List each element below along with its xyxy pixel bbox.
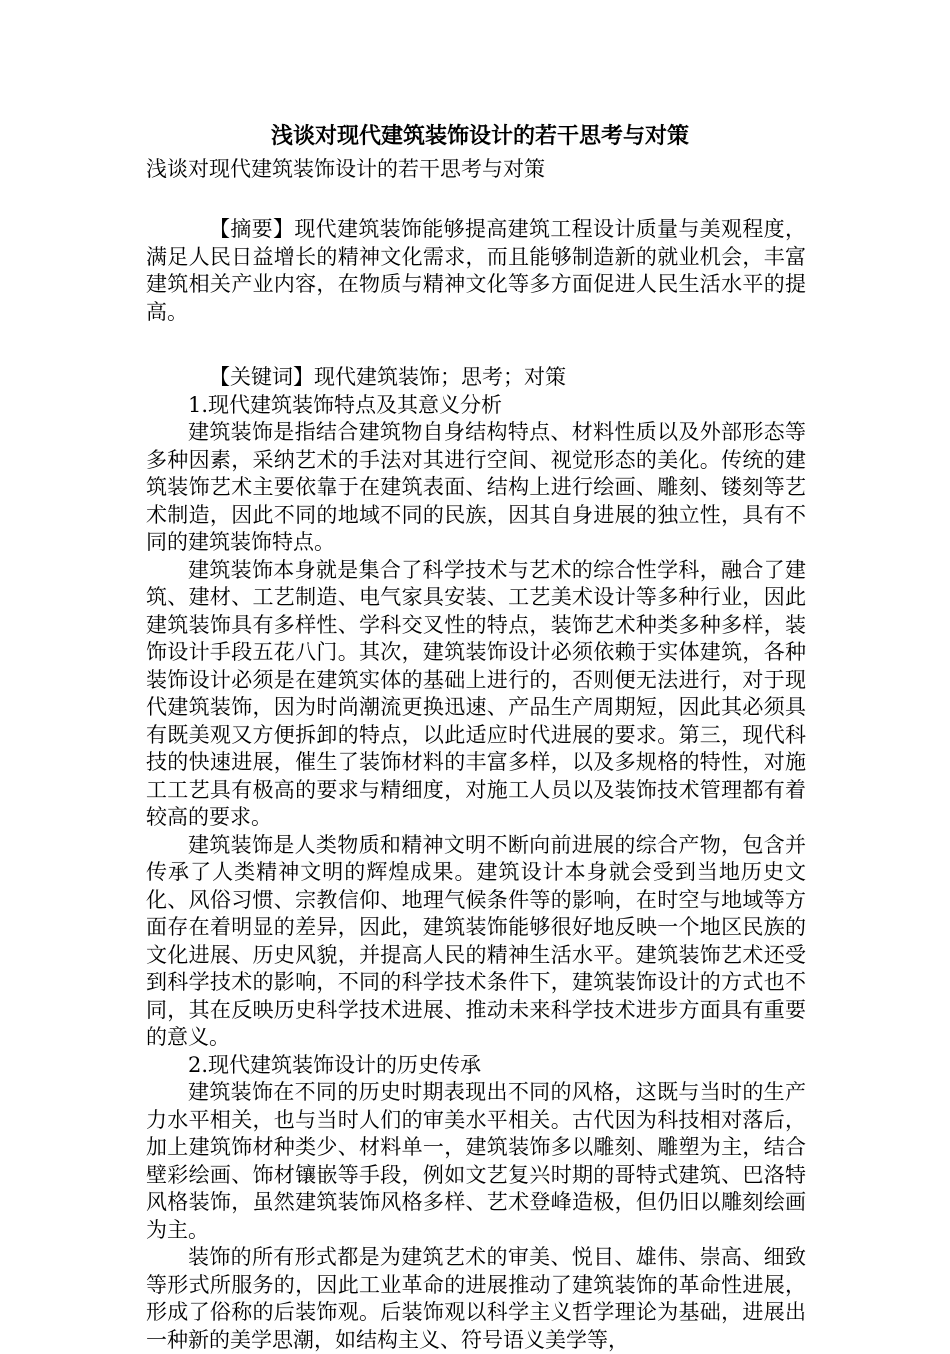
section-1-heading: 1.现代建筑装饰特点及其意义分析 — [188, 392, 503, 417]
section-2-paragraph-1: 建筑装饰在不同的历史时期表现出不同的风格，这既与当时的生产力水平相关，也与当时人们的审美水平相关。古代因为科技相对落后，加上建筑饰材种类少、材料单一，建筑装饰多以雕刻、雕塑为主，结合壁彩绘画、饰材镶嵌等手段，例如文艺复兴时期的哥特式建筑、巴洛特风格装饰，虽然建筑装饰风格多样、艺术登峰造极，但仍旧以雕刻绘画为主。 — [146, 1080, 806, 1242]
document-title: 浅谈对现代建筑装饰设计的若干思考与对策 — [270, 123, 689, 149]
document-subtitle: 浅谈对现代建筑装饰设计的若干思考与对策 — [146, 157, 545, 181]
abstract-paragraph: 【摘要】现代建筑装饰能够提高建筑工程设计质量与美观程度，满足人民日益增长的精神文化需求，而且能够制造新的就业机会，丰富建筑相关产业内容，在物质与精神文化等多方面促进人民生活水平的提高。 — [146, 217, 806, 324]
section-1-paragraph-1: 建筑装饰是指结合建筑物自身结构特点、材料性质以及外部形态等多种因素，采纳艺术的手法对其进行空间、视觉形态的美化。传统的建筑装饰艺术主要依靠于在建筑表面、结构上进行绘画、雕刻、镂刻等艺术制造，因此不同的地域不同的民族，因其自身进展的独立性，具有不同的建筑装饰特点。 — [146, 420, 806, 554]
section-2-paragraph-2: 装饰的所有形式都是为建筑艺术的审美、悦目、雄伟、崇高、细致等形式所服务的，因此工业革命的进展推动了建筑装饰的革命性进展，形成了俗称的后装饰观。后装饰观以科学主义哲学理论为基础，进展出一种新的美学思潮，如结构主义、符号语义美学等， — [146, 1245, 806, 1352]
section-2-heading: 2.现代建筑装饰设计的历史传承 — [188, 1052, 482, 1077]
keywords-paragraph: 【关键词】现代建筑装饰；思考；对策 — [209, 365, 566, 389]
document-page — [146, 118, 806, 1354]
section-1-paragraph-3: 建筑装饰是人类物质和精神文明不断向前进展的综合产物，包含并传承了人类精神文明的辉煌成果。建筑设计本身就会受到当地历史文化、风俗习惯、宗教信仰、地理气候条件等的影响，在时空与地域等方面存在着明显的差异，因此，建筑装饰能够很好地反映一个地区民族的文化进展、历史风貌，并提高人民的精神生活水平。建筑装饰艺术还受到科学技术的影响，不同的科学技术条件下，建筑装饰设计的方式也不同，其在反映历史科学技术进展、推动未来科学技术进步方面具有重要的意义。 — [146, 832, 806, 1049]
section-1-paragraph-2: 建筑装饰本身就是集合了科学技术与艺术的综合性学科，融合了建筑、建材、工艺制造、电气家具安装、工艺美术设计等多种行业，因此建筑装饰具有多样性、学科交叉性的特点，装饰艺术种类多种多样，装饰设计手段五花八门。其次，建筑装饰设计必须依赖于实体建筑，各种装饰设计必须是在建筑实体的基础上进行的，否则便无法进行，对于现代建筑装饰，因为时尚潮流更换迅速、产品生产周期短，因此其必须具有既美观又方便拆卸的特点，以此适应时代进展的要求。第三，现代科技的快速进展，催生了装饰材料的丰富多样，以及多规格的特性，对施工工艺具有极高的要求与精细度，对施工人员以及装饰技术管理都有着较高的要求。 — [146, 557, 806, 829]
